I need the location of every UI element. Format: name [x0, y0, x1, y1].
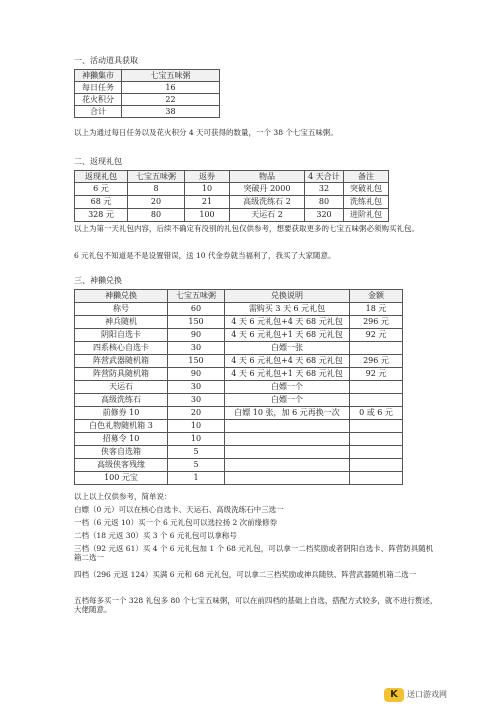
table-cell: 白嫖一个	[225, 394, 350, 407]
table-header-cell: 神獭集市	[75, 70, 122, 82]
section-1-title: 一、活动道具获取	[74, 56, 138, 65]
section-2-note-2: 6 元礼包不知道是不是设置错误，送 10 代金券就当福利了，我买了大家随意。	[74, 251, 336, 260]
table-cell: 20	[128, 196, 185, 209]
table-row	[75, 420, 403, 433]
table-cell: 阵营武器随机箱	[75, 355, 168, 368]
table-cell: 150	[168, 355, 225, 368]
table-cell: 10	[168, 433, 225, 446]
table-cell	[350, 433, 403, 446]
table-cell: 4 天 6 元礼包+1 天 68 元礼包	[225, 368, 350, 381]
table-cell: 38	[122, 106, 220, 118]
table-cell: 30	[168, 394, 225, 407]
site-watermark	[384, 687, 494, 703]
table-cell: 突破礼包	[344, 183, 389, 196]
table-header-cell: 金额	[350, 290, 403, 303]
table-row	[75, 303, 403, 316]
summary-line: 白嫖（0 元）可以在核心自选卡、天运石、高级洗练石中三选一	[74, 505, 284, 514]
summary-line: 五档每多买一个 328 礼包多 80 个七宝五味粥，可以在前四档的基础上自选，搭配方式较多，就不进行赘述，大佬随意。	[74, 596, 438, 615]
table-cell: 洗练礼包	[344, 196, 389, 209]
table-cell: 80	[128, 209, 185, 222]
table-cell: 花火积分	[75, 94, 122, 106]
table-cell	[225, 446, 350, 459]
table-cell: 神兵随机	[75, 316, 168, 329]
table-row	[75, 342, 403, 355]
table-cell: 天运石	[75, 381, 168, 394]
table-cell	[350, 394, 403, 407]
table-cell: 90	[168, 368, 225, 381]
table-header-cell: 返现礼包	[75, 171, 128, 183]
table-row	[75, 94, 220, 106]
table-cell: 白嫖一张	[225, 342, 350, 355]
table-header-cell: 物品	[230, 171, 305, 183]
section-2-note-1: 以上为第一天礼包内容，后续不确定有没别的礼包仅供参考，想要获取更多的七宝五味粥必须购买礼包。	[74, 224, 419, 233]
table-header-cell: 七宝五味粥	[122, 70, 220, 82]
table-cell: 高级洗练石 2	[230, 196, 305, 209]
table-cell	[225, 433, 350, 446]
table-header-row	[75, 70, 220, 82]
table-cell: 92 元	[350, 329, 403, 342]
table-cell	[350, 381, 403, 394]
table-cell: 阵营防具随机箱	[75, 368, 168, 381]
table-cell: 高级洗练石	[75, 394, 168, 407]
table-cell: 22	[122, 94, 220, 106]
summary-line: 三档（92 元返 61）买 4 个 6 元礼包加 1 个 68 元礼包，可以拿一二档奖励或者阴阳自选卡、阵营防具随机箱二选一	[74, 544, 434, 563]
table-row	[75, 407, 403, 420]
table-header-row	[75, 171, 389, 183]
table-cell: 白嫖 10 张，加 6 元再换一次	[225, 407, 350, 420]
table-row	[75, 368, 403, 381]
table-cell: 8	[128, 183, 185, 196]
table-cell: 合计	[75, 106, 122, 118]
section-2-title: 二、返现礼包	[74, 157, 122, 166]
table-cell: 328 元	[75, 209, 128, 222]
table-cell: 天运石 2	[230, 209, 305, 222]
table-cell: 18 元	[350, 303, 403, 316]
table-cell: 四系核心自选卡	[75, 342, 168, 355]
table-cell: 高级侠客残缘	[75, 459, 168, 472]
table-cell: 90	[168, 329, 225, 342]
table-cell	[350, 459, 403, 472]
table-cell: 30	[168, 342, 225, 355]
table-cell: 侠客自选箱	[75, 446, 168, 459]
table-cell: 阴阳自选卡	[75, 329, 168, 342]
section-2-table	[74, 170, 389, 222]
table-cell: 突破丹 2000	[230, 183, 305, 196]
table-cell	[225, 472, 350, 485]
table-cell: 60	[168, 303, 225, 316]
table-cell: 进阶礼包	[344, 209, 389, 222]
table-header-cell: 七宝五味粥	[168, 290, 225, 303]
table-header-row	[75, 290, 403, 303]
table-cell: 白色礼物随机箱 3	[75, 420, 168, 433]
table-cell: 10	[185, 183, 230, 196]
table-cell	[350, 472, 403, 485]
table-cell	[225, 420, 350, 433]
table-row	[75, 209, 389, 222]
table-row	[75, 183, 389, 196]
summary-line: 以上以上仅供参考，简单说：	[74, 492, 172, 501]
site-logo-text: 送口游戏网	[407, 690, 447, 699]
table-cell: 前修券 10	[75, 407, 168, 420]
table-cell: 招募令 10	[75, 433, 168, 446]
section-3-table	[74, 289, 403, 485]
table-row	[75, 381, 403, 394]
table-header-cell: 神獭兑换	[75, 290, 168, 303]
table-cell: 称号	[75, 303, 168, 316]
table-cell: 100	[185, 209, 230, 222]
table-cell: 4 天 6 元礼包+1 天 68 元礼包	[225, 329, 350, 342]
table-cell	[225, 459, 350, 472]
table-cell: 0 或 6 元	[350, 407, 403, 420]
table-header-cell: 返券	[185, 171, 230, 183]
table-cell	[350, 342, 403, 355]
table-cell: 296 元	[350, 316, 403, 329]
summary-line: 一档（6 元返 10）买一个 6 元礼包可以选拉扬 2 次前缘修券	[74, 518, 278, 527]
table-row	[75, 394, 403, 407]
table-row	[75, 106, 220, 118]
table-cell: 296 元	[350, 355, 403, 368]
table-cell: 21	[185, 196, 230, 209]
table-cell: 10	[168, 420, 225, 433]
section-3-title: 三、神獭兑换	[74, 276, 122, 285]
table-header-cell: 兑换说明	[225, 290, 350, 303]
table-cell: 5	[168, 446, 225, 459]
table-header-cell: 4 天合计	[305, 171, 344, 183]
table-row	[75, 355, 403, 368]
table-cell: 4 天 6 元礼包+4 天 68 元礼包	[225, 316, 350, 329]
table-cell	[350, 446, 403, 459]
summary-line: 二档（18 元返 30）买 3 个 6 元礼包可以拿称号	[74, 531, 237, 540]
table-header-cell: 七宝五味粥	[128, 171, 185, 183]
table-cell: 320	[305, 209, 344, 222]
table-cell: 150	[168, 316, 225, 329]
table-cell: 白嫖一个	[225, 381, 350, 394]
table-row	[75, 459, 403, 472]
section-1-note: 以上为通过每日任务以及花火积分 4 天可获得的数量，一个 38 个七宝五味粥。	[74, 128, 338, 137]
site-logo-icon: K	[384, 688, 404, 702]
table-row	[75, 446, 403, 459]
table-cell: 100 元宝	[75, 472, 168, 485]
table-cell: 68 元	[75, 196, 128, 209]
table-row	[75, 196, 389, 209]
table-cell: 4 天 6 元礼包+4 天 68 元礼包	[225, 355, 350, 368]
table-row	[75, 316, 403, 329]
table-cell: 80	[305, 196, 344, 209]
table-cell: 32	[305, 183, 344, 196]
table-row	[75, 433, 403, 446]
table-cell: 每日任务	[75, 82, 122, 94]
table-cell	[350, 420, 403, 433]
table-cell: 30	[168, 381, 225, 394]
table-cell: 92 元	[350, 368, 403, 381]
section-1-table	[74, 69, 220, 118]
table-row	[75, 329, 403, 342]
table-cell: 需购买 3 天 6 元礼包	[225, 303, 350, 316]
table-cell: 5	[168, 459, 225, 472]
table-cell: 20	[168, 407, 225, 420]
table-cell: 6 元	[75, 183, 128, 196]
table-header-cell: 备注	[344, 171, 389, 183]
table-row	[75, 82, 220, 94]
table-cell: 1	[168, 472, 225, 485]
summary-line: 四档（296 元返 124）买满 6 元和 68 元礼包，可以拿二三档奖励或神兵随铁、阵营武器随机箱二选一	[74, 570, 417, 579]
table-cell: 16	[122, 82, 220, 94]
table-row	[75, 472, 403, 485]
